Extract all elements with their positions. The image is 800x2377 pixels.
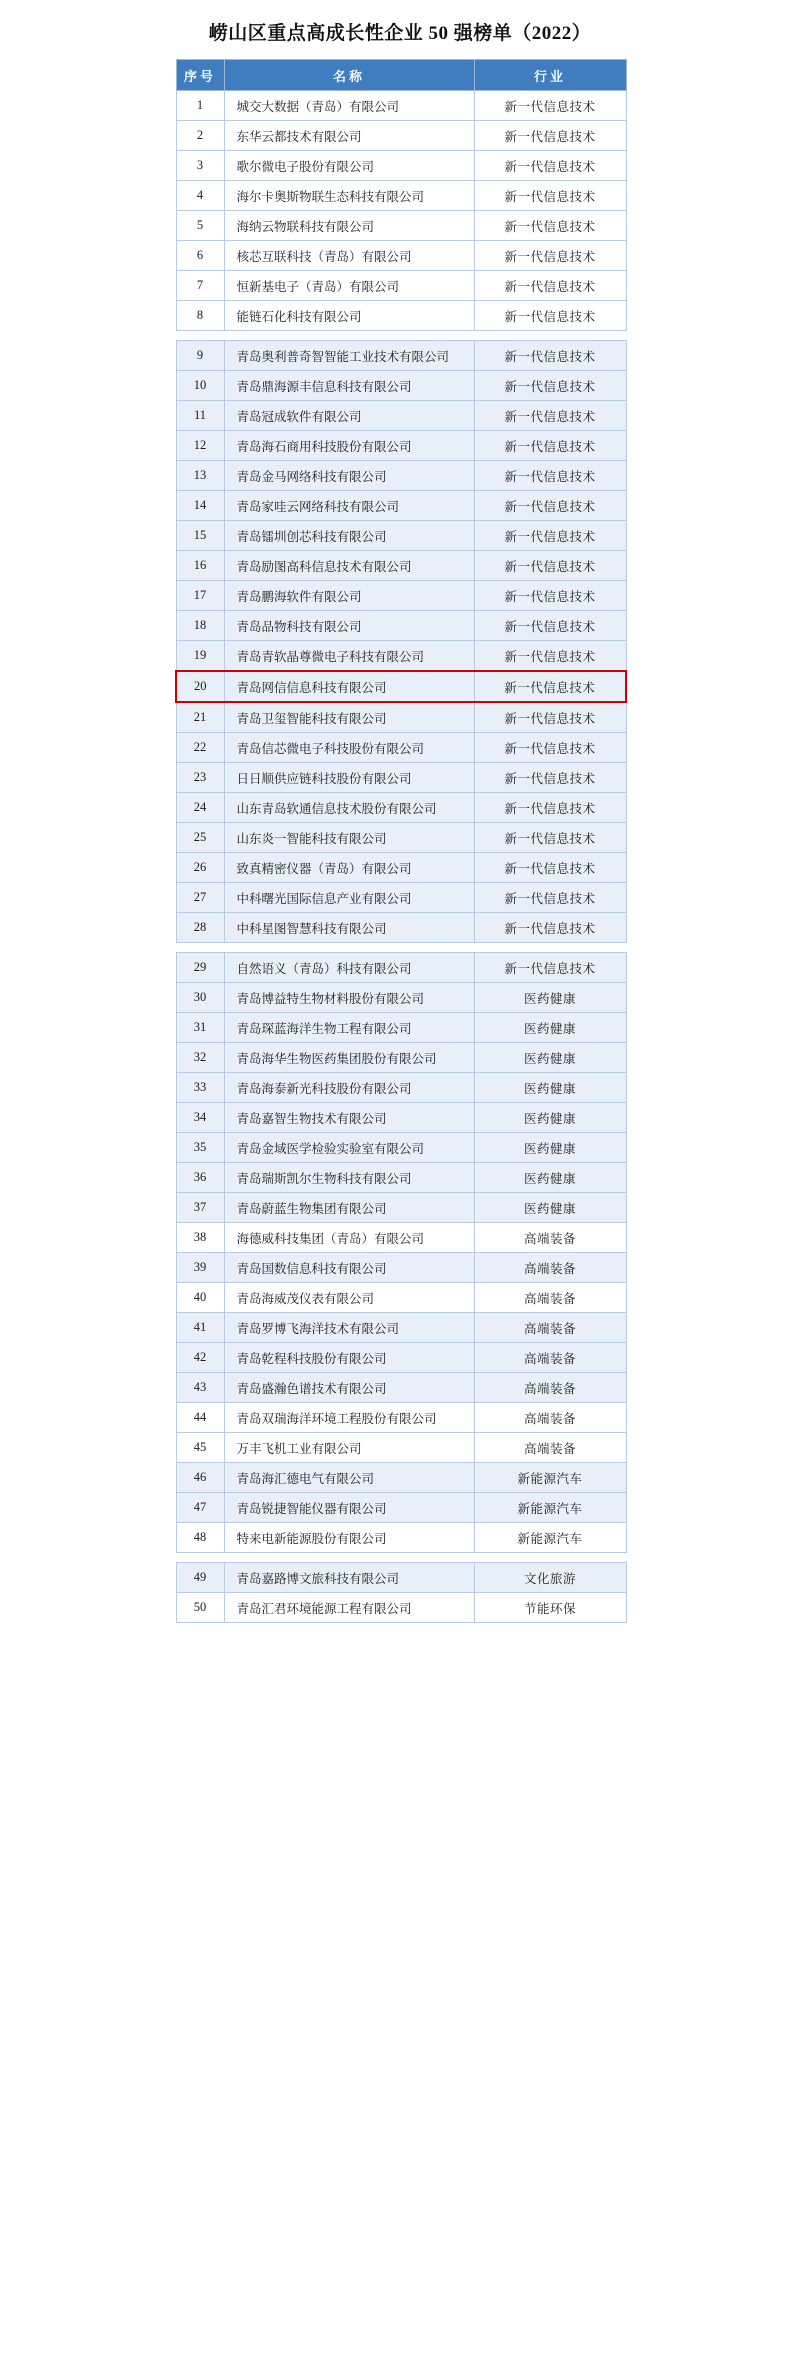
cell-company-name: 青岛乾程科技股份有限公司 [224, 1343, 474, 1373]
cell-industry: 新一代信息技术 [474, 733, 626, 763]
cell-index: 30 [176, 983, 224, 1013]
cell-industry: 新一代信息技术 [474, 671, 626, 702]
cell-industry: 新一代信息技术 [474, 611, 626, 641]
cell-index: 34 [176, 1103, 224, 1133]
cell-index: 9 [176, 341, 224, 371]
cell-index: 33 [176, 1073, 224, 1103]
cell-index: 16 [176, 551, 224, 581]
table-row [176, 401, 626, 431]
cell-industry: 新一代信息技术 [474, 121, 626, 151]
cell-index: 5 [176, 211, 224, 241]
cell-industry: 新一代信息技术 [474, 521, 626, 551]
table-row [176, 1593, 626, 1623]
cell-company-name: 青岛罗博飞海洋技术有限公司 [224, 1313, 474, 1343]
cell-industry: 新能源汽车 [474, 1493, 626, 1523]
cell-company-name: 东华云都技术有限公司 [224, 121, 474, 151]
cell-index: 13 [176, 461, 224, 491]
cell-company-name: 青岛琛蓝海洋生物工程有限公司 [224, 1013, 474, 1043]
page-title: 崂山区重点高成长性企业 50 强榜单（2022） [208, 23, 592, 44]
cell-index: 23 [176, 763, 224, 793]
table-row [176, 91, 626, 121]
cell-company-name: 日日顺供应链科技股份有限公司 [224, 763, 474, 793]
cell-industry: 新一代信息技术 [474, 793, 626, 823]
cell-industry: 新一代信息技术 [474, 241, 626, 271]
cell-industry: 医药健康 [474, 1013, 626, 1043]
table-row [176, 853, 626, 883]
cell-industry: 新一代信息技术 [474, 823, 626, 853]
cell-industry: 高端装备 [474, 1403, 626, 1433]
cell-company-name: 青岛冠成软件有限公司 [224, 401, 474, 431]
cell-index: 38 [176, 1223, 224, 1253]
cell-company-name: 特来电新能源股份有限公司 [224, 1523, 474, 1553]
cell-company-name: 青岛家哇云网络科技有限公司 [224, 491, 474, 521]
table-group-spacer-cell [176, 331, 626, 341]
table-row [176, 913, 626, 943]
table-row [176, 1563, 626, 1593]
cell-company-name: 青岛金马网络科技有限公司 [224, 461, 474, 491]
table-row [176, 1433, 626, 1463]
cell-industry: 新一代信息技术 [474, 341, 626, 371]
cell-company-name: 青岛品物科技有限公司 [224, 611, 474, 641]
cell-index: 29 [176, 953, 224, 983]
cell-industry: 新一代信息技术 [474, 581, 626, 611]
table-row [176, 611, 626, 641]
cell-company-name: 海尔卡奥斯物联生态科技有限公司 [224, 181, 474, 211]
table-row [176, 241, 626, 271]
cell-industry: 新一代信息技术 [474, 91, 626, 121]
table-group-spacer-cell [176, 943, 626, 953]
table-row [176, 793, 626, 823]
cell-index: 50 [176, 1593, 224, 1623]
cell-industry: 医药健康 [474, 1043, 626, 1073]
cell-company-name: 青岛海威茂仪表有限公司 [224, 1283, 474, 1313]
table-row [176, 301, 626, 331]
cell-company-name: 青岛双瑞海洋环境工程股份有限公司 [224, 1403, 474, 1433]
table-group-spacer-cell [176, 1553, 626, 1563]
cell-index: 8 [176, 301, 224, 331]
table-group-spacer [176, 943, 626, 953]
cell-industry: 医药健康 [474, 1163, 626, 1193]
cell-company-name: 青岛奥利普奇智智能工业技术有限公司 [224, 341, 474, 371]
cell-index: 46 [176, 1463, 224, 1493]
cell-index: 47 [176, 1493, 224, 1523]
ranking-table [175, 59, 627, 1623]
cell-index: 39 [176, 1253, 224, 1283]
cell-index: 18 [176, 611, 224, 641]
cell-company-name: 自然语义（青岛）科技有限公司 [224, 953, 474, 983]
cell-index: 6 [176, 241, 224, 271]
table-group-spacer [176, 1553, 626, 1563]
table-row [176, 211, 626, 241]
table-row [176, 1103, 626, 1133]
cell-industry: 新一代信息技术 [474, 913, 626, 943]
cell-company-name: 青岛卫玺智能科技有限公司 [224, 702, 474, 733]
cell-industry: 新一代信息技术 [474, 551, 626, 581]
table-group-spacer [176, 331, 626, 341]
cell-index: 3 [176, 151, 224, 181]
cell-industry: 医药健康 [474, 1193, 626, 1223]
cell-company-name: 山东炎一智能科技有限公司 [224, 823, 474, 853]
table-header [176, 60, 626, 91]
table-row [176, 1403, 626, 1433]
cell-index: 1 [176, 91, 224, 121]
table-row [176, 1133, 626, 1163]
cell-index: 40 [176, 1283, 224, 1313]
table-row [176, 883, 626, 913]
cell-company-name: 山东青岛软通信息技术股份有限公司 [224, 793, 474, 823]
column-header-industry: 行业 [474, 60, 626, 91]
cell-industry: 新一代信息技术 [474, 151, 626, 181]
cell-company-name: 青岛博益特生物材料股份有限公司 [224, 983, 474, 1013]
cell-company-name: 海德威科技集团（青岛）有限公司 [224, 1223, 474, 1253]
table-row [176, 671, 626, 702]
cell-industry: 新一代信息技术 [474, 371, 626, 401]
cell-industry: 新能源汽车 [474, 1523, 626, 1553]
cell-industry: 新一代信息技术 [474, 271, 626, 301]
table-row [176, 1163, 626, 1193]
table-row [176, 1223, 626, 1253]
cell-industry: 医药健康 [474, 1103, 626, 1133]
table-row [176, 121, 626, 151]
cell-company-name: 青岛海汇德电气有限公司 [224, 1463, 474, 1493]
cell-company-name: 歌尔微电子股份有限公司 [224, 151, 474, 181]
cell-industry: 新一代信息技术 [474, 301, 626, 331]
cell-index: 41 [176, 1313, 224, 1343]
cell-industry: 新一代信息技术 [474, 953, 626, 983]
column-header-index: 序号 [176, 60, 224, 91]
table-body [176, 91, 626, 1623]
cell-index: 27 [176, 883, 224, 913]
cell-company-name: 青岛嘉路博文旅科技有限公司 [224, 1563, 474, 1593]
table-header-row [176, 60, 626, 91]
cell-company-name: 青岛信芯微电子科技股份有限公司 [224, 733, 474, 763]
table-row [176, 953, 626, 983]
cell-industry: 新一代信息技术 [474, 211, 626, 241]
table-row [176, 431, 626, 461]
table-row [176, 341, 626, 371]
cell-company-name: 青岛瑞斯凯尔生物科技有限公司 [224, 1163, 474, 1193]
cell-index: 35 [176, 1133, 224, 1163]
table-row [176, 461, 626, 491]
cell-index: 26 [176, 853, 224, 883]
table-row [176, 983, 626, 1013]
cell-industry: 医药健康 [474, 983, 626, 1013]
cell-industry: 高端装备 [474, 1433, 626, 1463]
table-row [176, 1253, 626, 1283]
cell-industry: 高端装备 [474, 1223, 626, 1253]
cell-industry: 新一代信息技术 [474, 883, 626, 913]
cell-index: 31 [176, 1013, 224, 1043]
cell-index: 10 [176, 371, 224, 401]
cell-index: 49 [176, 1563, 224, 1593]
cell-company-name: 青岛励图高科信息技术有限公司 [224, 551, 474, 581]
cell-company-name: 恒新基电子（青岛）有限公司 [224, 271, 474, 301]
cell-index: 21 [176, 702, 224, 733]
table-row [176, 641, 626, 672]
cell-company-name: 青岛蔚蓝生物集团有限公司 [224, 1193, 474, 1223]
table-row [176, 1523, 626, 1553]
table-row [176, 763, 626, 793]
cell-industry: 高端装备 [474, 1313, 626, 1343]
cell-index: 32 [176, 1043, 224, 1073]
cell-company-name: 中科星图智慧科技有限公司 [224, 913, 474, 943]
cell-index: 25 [176, 823, 224, 853]
cell-company-name: 青岛网信信息科技有限公司 [224, 671, 474, 702]
cell-industry: 新能源汽车 [474, 1463, 626, 1493]
table-row [176, 1193, 626, 1223]
table-row [176, 1013, 626, 1043]
cell-index: 24 [176, 793, 224, 823]
table-row [176, 181, 626, 211]
cell-company-name: 青岛国数信息科技有限公司 [224, 1253, 474, 1283]
table-row [176, 1343, 626, 1373]
table-row [176, 1313, 626, 1343]
bottom-spacer [0, 1623, 800, 1663]
table-row [176, 1073, 626, 1103]
cell-index: 19 [176, 641, 224, 672]
table-row [176, 1043, 626, 1073]
cell-industry: 医药健康 [474, 1133, 626, 1163]
cell-index: 11 [176, 401, 224, 431]
cell-industry: 新一代信息技术 [474, 431, 626, 461]
cell-index: 17 [176, 581, 224, 611]
table-row [176, 1493, 626, 1523]
cell-industry: 新一代信息技术 [474, 491, 626, 521]
table-row [176, 823, 626, 853]
table-row [176, 733, 626, 763]
table-row [176, 702, 626, 733]
cell-company-name: 青岛镭圳创芯科技有限公司 [224, 521, 474, 551]
table-row [176, 371, 626, 401]
cell-index: 43 [176, 1373, 224, 1403]
cell-industry: 医药健康 [474, 1073, 626, 1103]
cell-company-name: 能链石化科技有限公司 [224, 301, 474, 331]
cell-index: 2 [176, 121, 224, 151]
table-row [176, 551, 626, 581]
cell-company-name: 青岛青软晶尊微电子科技有限公司 [224, 641, 474, 672]
column-header-name: 名称 [224, 60, 474, 91]
cell-company-name: 青岛鹏海软件有限公司 [224, 581, 474, 611]
cell-index: 7 [176, 271, 224, 301]
cell-industry: 新一代信息技术 [474, 702, 626, 733]
cell-company-name: 青岛海石商用科技股份有限公司 [224, 431, 474, 461]
cell-index: 22 [176, 733, 224, 763]
table-row [176, 1373, 626, 1403]
cell-industry: 高端装备 [474, 1283, 626, 1313]
cell-industry: 高端装备 [474, 1373, 626, 1403]
cell-index: 12 [176, 431, 224, 461]
cell-company-name: 万丰飞机工业有限公司 [224, 1433, 474, 1463]
cell-company-name: 青岛锐捷智能仪器有限公司 [224, 1493, 474, 1523]
table-row [176, 271, 626, 301]
cell-industry: 节能环保 [474, 1593, 626, 1623]
cell-industry: 新一代信息技术 [474, 181, 626, 211]
cell-index: 45 [176, 1433, 224, 1463]
cell-index: 44 [176, 1403, 224, 1433]
cell-company-name: 核芯互联科技（青岛）有限公司 [224, 241, 474, 271]
cell-company-name: 青岛海泰新光科技股份有限公司 [224, 1073, 474, 1103]
cell-company-name: 海纳云物联科技有限公司 [224, 211, 474, 241]
cell-company-name: 青岛盛瀚色谱技术有限公司 [224, 1373, 474, 1403]
cell-index: 15 [176, 521, 224, 551]
cell-company-name: 青岛金域医学检验实验室有限公司 [224, 1133, 474, 1163]
cell-index: 48 [176, 1523, 224, 1553]
ranking-table-container [175, 59, 625, 1623]
cell-company-name: 中科曙光国际信息产业有限公司 [224, 883, 474, 913]
cell-company-name: 致真精密仪器（青岛）有限公司 [224, 853, 474, 883]
cell-industry: 新一代信息技术 [474, 401, 626, 431]
table-row [176, 581, 626, 611]
cell-industry: 新一代信息技术 [474, 853, 626, 883]
table-row [176, 521, 626, 551]
cell-company-name: 青岛嘉智生物技术有限公司 [224, 1103, 474, 1133]
cell-index: 28 [176, 913, 224, 943]
cell-industry: 高端装备 [474, 1253, 626, 1283]
cell-industry: 新一代信息技术 [474, 641, 626, 672]
cell-index: 20 [176, 671, 224, 702]
cell-index: 14 [176, 491, 224, 521]
table-row [176, 1463, 626, 1493]
table-row [176, 1283, 626, 1313]
cell-company-name: 城交大数据（青岛）有限公司 [224, 91, 474, 121]
cell-index: 36 [176, 1163, 224, 1193]
cell-industry: 新一代信息技术 [474, 461, 626, 491]
cell-index: 37 [176, 1193, 224, 1223]
table-row [176, 151, 626, 181]
cell-company-name: 青岛鼎海源丰信息科技有限公司 [224, 371, 474, 401]
cell-industry: 新一代信息技术 [474, 763, 626, 793]
cell-company-name: 青岛汇君环境能源工程有限公司 [224, 1593, 474, 1623]
table-row [176, 491, 626, 521]
cell-index: 42 [176, 1343, 224, 1373]
cell-company-name: 青岛海华生物医药集团股份有限公司 [224, 1043, 474, 1073]
cell-industry: 高端装备 [474, 1343, 626, 1373]
cell-index: 4 [176, 181, 224, 211]
cell-industry: 文化旅游 [474, 1563, 626, 1593]
